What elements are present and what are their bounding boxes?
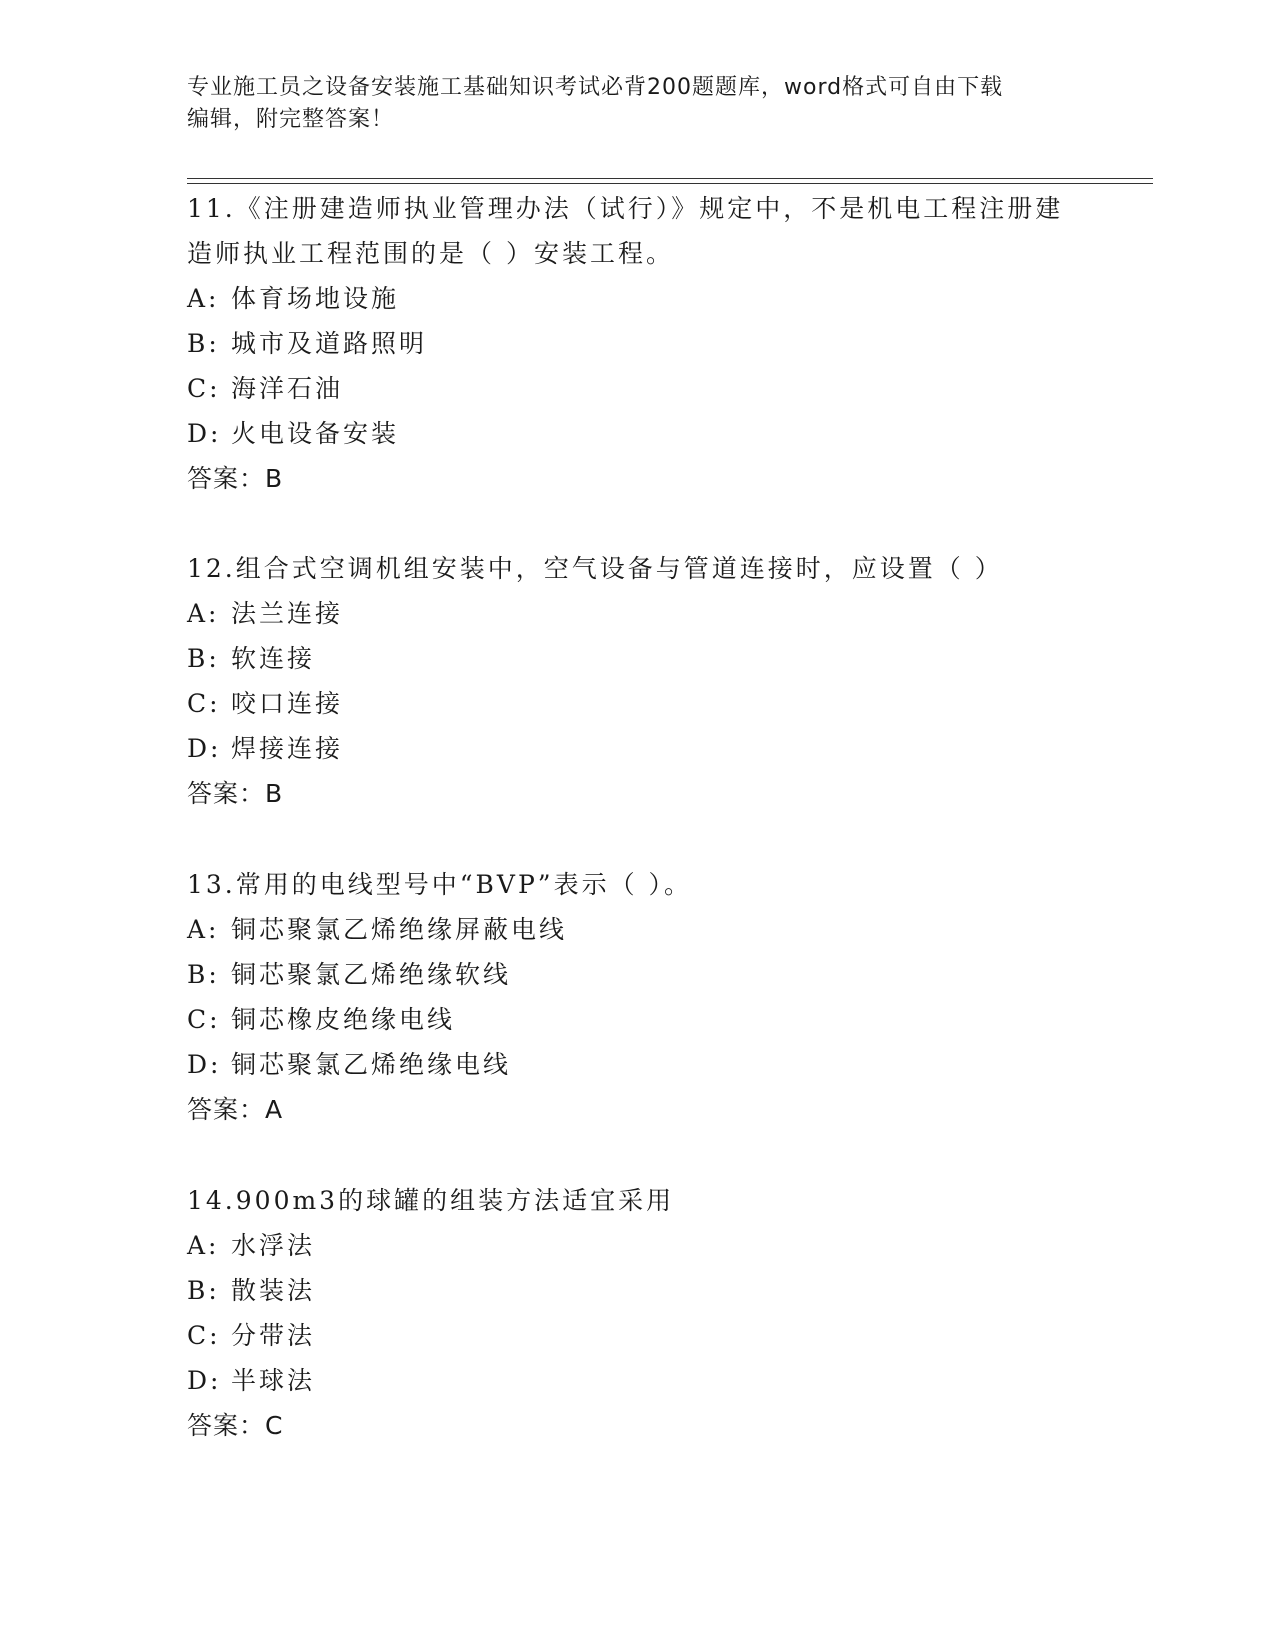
option-letter: D: xyxy=(187,734,222,763)
document-header xyxy=(187,72,1087,136)
option-letter: C: xyxy=(187,1321,221,1350)
option-d xyxy=(187,726,1107,771)
option-letter: B: xyxy=(187,1276,220,1305)
option-d xyxy=(187,411,1107,456)
option-text: 分带法 xyxy=(231,1321,316,1350)
option-letter: C: xyxy=(187,1005,221,1034)
option-b xyxy=(187,952,1107,997)
answer-label: 答案：B xyxy=(187,779,284,808)
option-letter: A: xyxy=(187,284,220,313)
option-text: 焊接连接 xyxy=(231,734,344,763)
question-stem: 13.常用的电线型号中“BVP”表示（ ）。 xyxy=(187,870,693,899)
option-letter: C: xyxy=(187,374,221,403)
option-list xyxy=(187,276,1107,456)
option-d xyxy=(187,1042,1107,1087)
option-letter: B: xyxy=(187,329,220,358)
question-stem: 12.组合式空调机组安装中，空气设备与管道连接时，应设置（ ） xyxy=(187,554,1003,583)
option-c xyxy=(187,366,1107,411)
option-letter: A: xyxy=(187,599,220,628)
option-letter: B: xyxy=(187,644,220,673)
header-line-1: 专业施工员之设备安装施工基础知识考试必背200题题库，word格式可自由下载 xyxy=(187,75,1004,100)
header-divider-thin xyxy=(187,178,1153,179)
option-text: 咬口连接 xyxy=(231,689,344,718)
option-text: 法兰连接 xyxy=(231,599,344,628)
option-text: 铜芯橡皮绝缘电线 xyxy=(231,1005,456,1034)
option-text: 散装法 xyxy=(231,1276,316,1305)
question-stem: 14.900m3的球罐的组装方法适宜采用 xyxy=(187,1186,675,1215)
option-list xyxy=(187,907,1107,1087)
option-letter: B: xyxy=(187,960,220,989)
option-a xyxy=(187,591,1107,636)
option-text: 火电设备安装 xyxy=(231,419,400,448)
header-line-2: 编辑，附完整答案！ xyxy=(187,107,395,132)
question-14 xyxy=(187,1178,1107,1448)
option-a xyxy=(187,276,1107,321)
question-stem: 11.《注册建造师执业管理办法（试行）》规定中，不是机电工程注册建造师执业工程范围的是（ ）安装工程。 xyxy=(187,194,1064,268)
option-text: 半球法 xyxy=(231,1366,316,1395)
answer-label: 答案：C xyxy=(187,1411,284,1440)
option-letter: C: xyxy=(187,689,221,718)
option-text: 水浮法 xyxy=(231,1231,316,1260)
option-letter: D: xyxy=(187,1366,222,1395)
option-a xyxy=(187,907,1107,952)
option-b xyxy=(187,636,1107,681)
option-list xyxy=(187,1223,1107,1403)
option-letter: A: xyxy=(187,1231,220,1260)
option-b xyxy=(187,321,1107,366)
option-text: 铜芯聚氯乙烯绝缘屏蔽电线 xyxy=(231,915,568,944)
option-list xyxy=(187,591,1107,771)
option-letter: D: xyxy=(187,419,222,448)
option-text: 铜芯聚氯乙烯绝缘电线 xyxy=(231,1050,512,1079)
answer-label: 答案：A xyxy=(187,1095,284,1124)
option-b xyxy=(187,1268,1107,1313)
option-c xyxy=(187,997,1107,1042)
option-a xyxy=(187,1223,1107,1268)
option-letter: A: xyxy=(187,915,220,944)
option-letter: D: xyxy=(187,1050,222,1079)
option-text: 海洋石油 xyxy=(231,374,344,403)
option-text: 城市及道路照明 xyxy=(231,329,428,358)
option-text: 体育场地设施 xyxy=(231,284,400,313)
option-c xyxy=(187,1313,1107,1358)
option-c xyxy=(187,681,1107,726)
option-text: 软连接 xyxy=(231,644,316,673)
option-text: 铜芯聚氯乙烯绝缘软线 xyxy=(231,960,512,989)
answer-label: 答案：B xyxy=(187,464,284,493)
header-divider-thick xyxy=(187,183,1153,184)
question-12 xyxy=(187,546,1107,816)
option-d xyxy=(187,1358,1107,1403)
question-11 xyxy=(187,186,1107,501)
question-13 xyxy=(187,862,1107,1132)
